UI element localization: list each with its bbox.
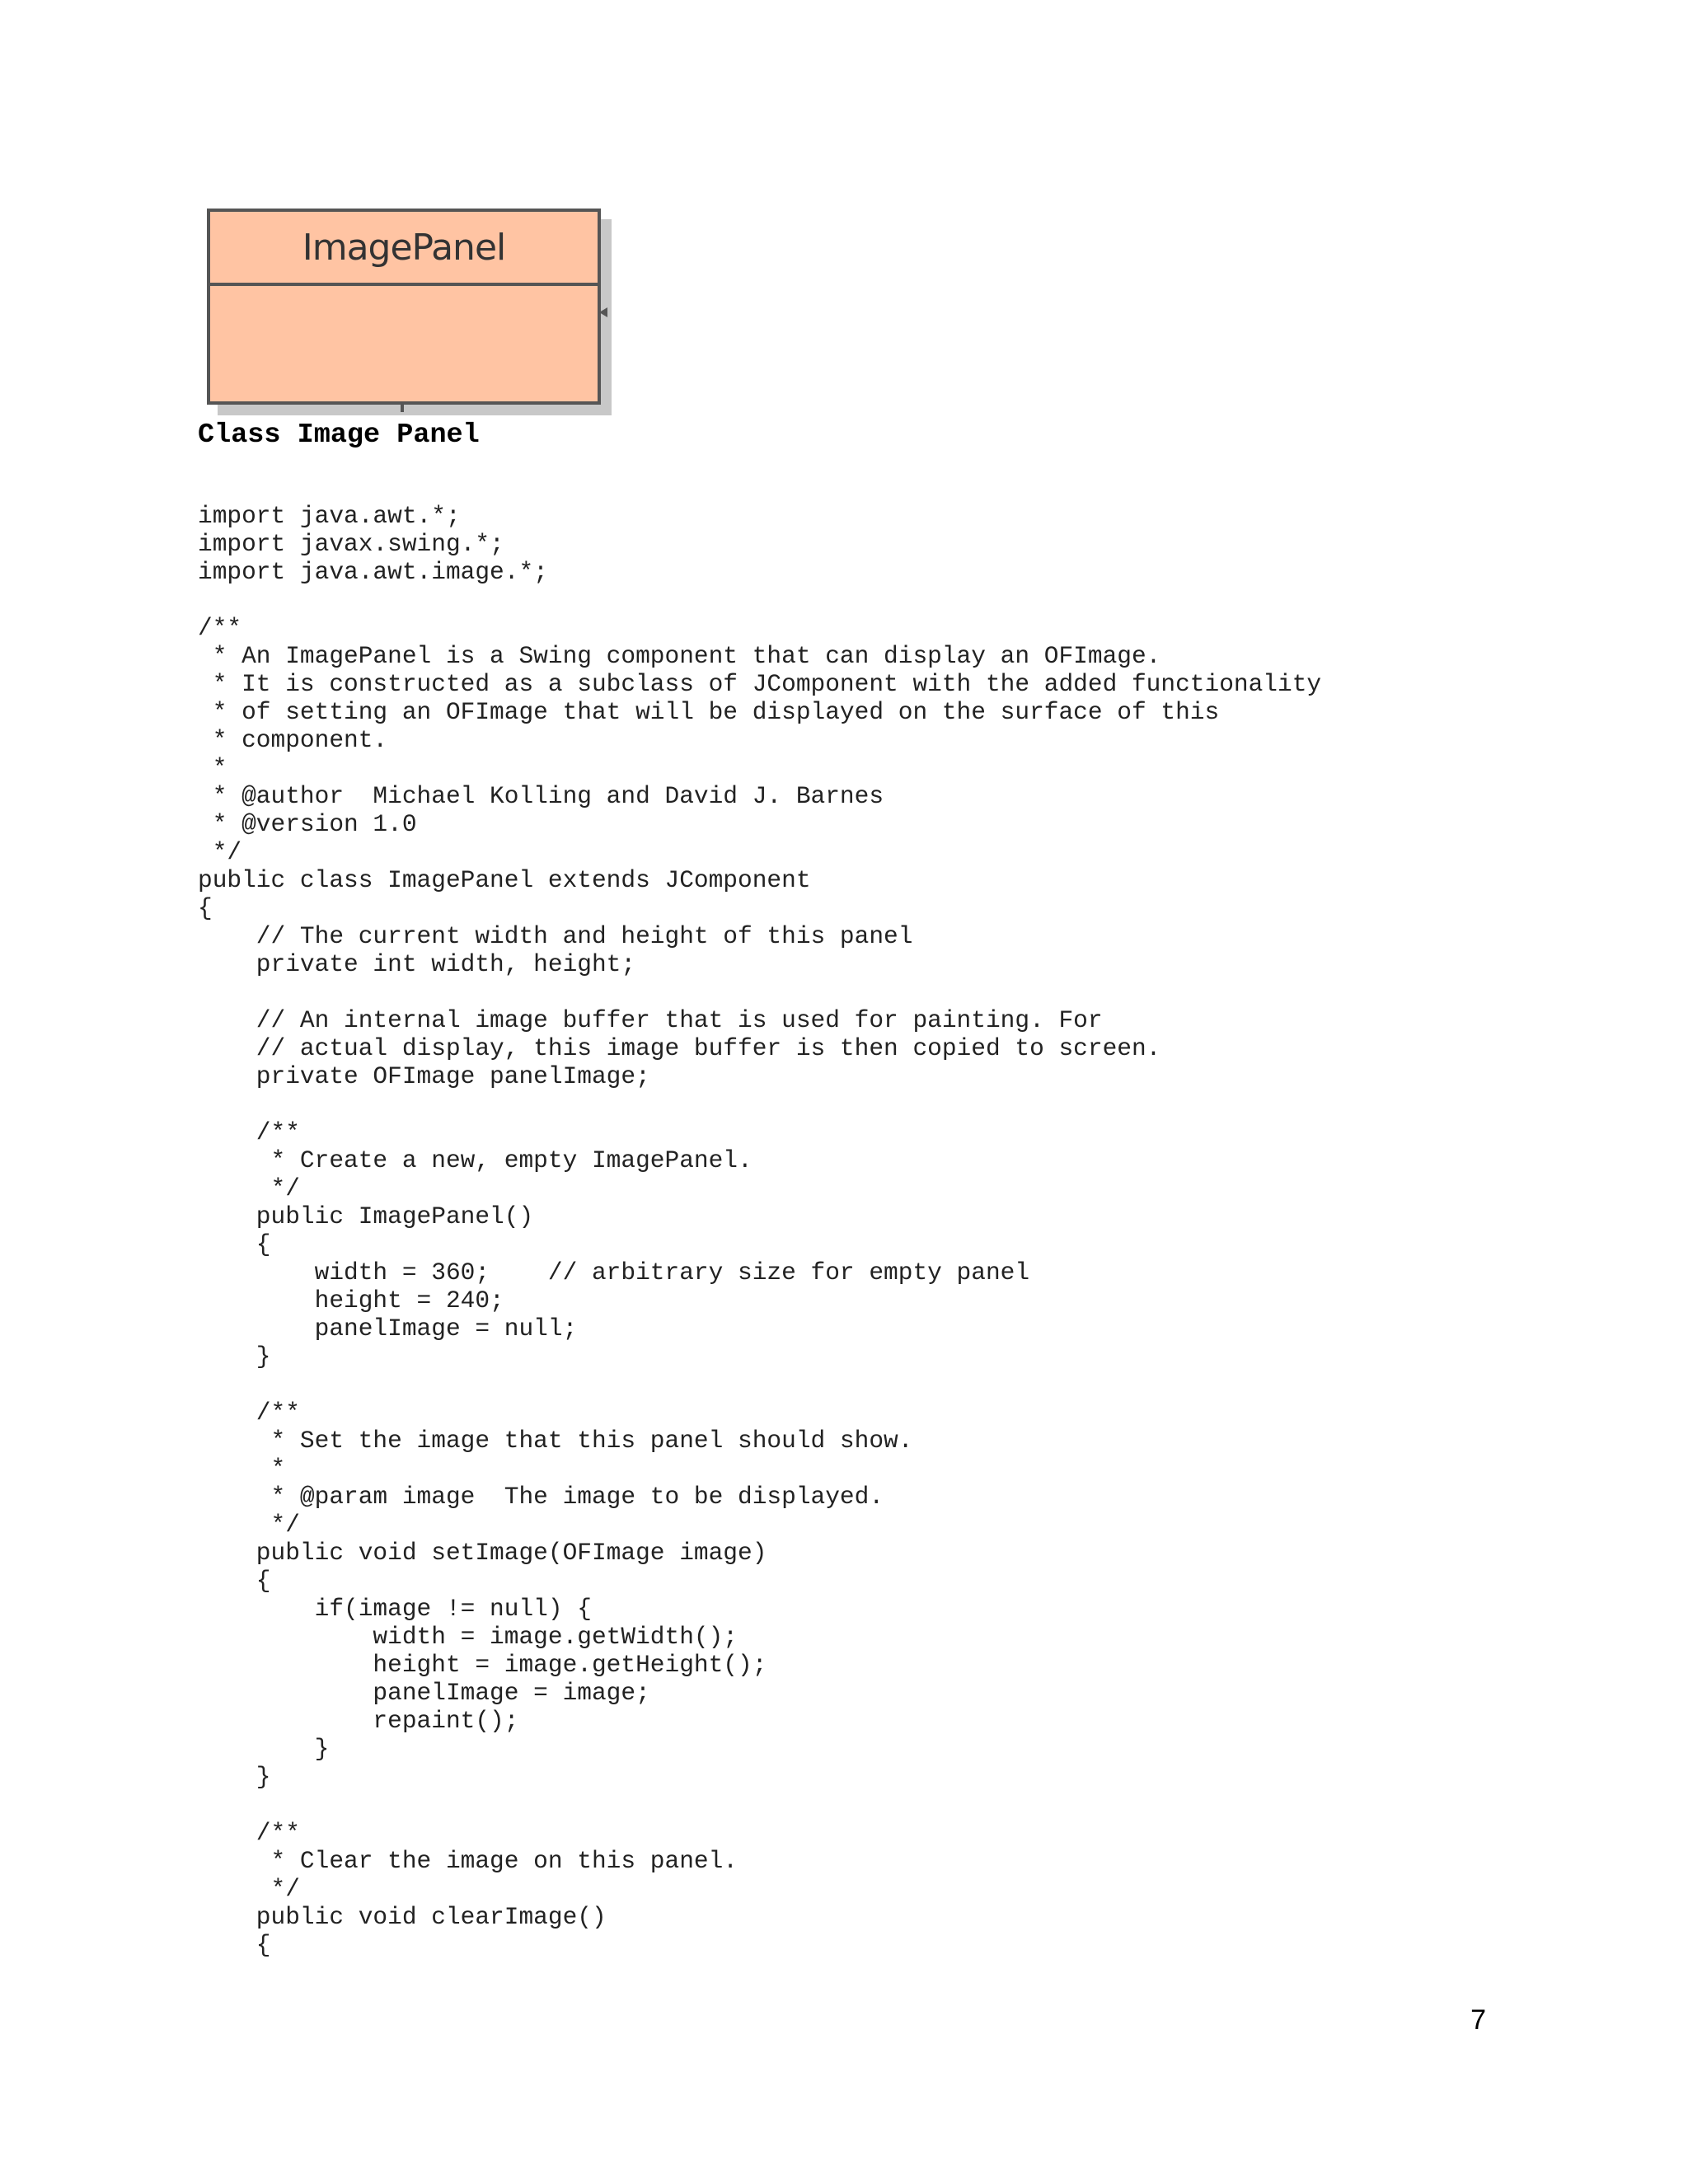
- arrow-head-icon: [599, 307, 607, 317]
- section-heading: Class Image Panel: [198, 419, 480, 451]
- uml-class-name: ImagePanel: [210, 212, 598, 286]
- connector-line: [401, 405, 404, 412]
- code-listing: import java.awt.*; import javax.swing.*; import java.awt.image.*; /** * An ImagePanel is a Swing component that can display an OFImage. * It is constructed as a subclass of JComponent with the added functionality * of setting an OFImage that will be displayed on the surface of this * component. * * @author Michael Kolling and David J. Barnes * @version 1.0 */ public class ImagePanel extends JComponent { // The current width and height of this panel private int width, height; // An internal image buffer that is used for painting. For // actual display, this image buffer is then copied to screen. private OFImage panelImage; /** * Create a new, empty ImagePanel. */ public ImagePanel() { width = 360; // arbitrary size for empty panel height = 240; panelImage = null; } /** * Set the image that this panel should show. * * @param image The image to be displayed. */ public void setImage(OFImage image) { if(image != null) { width = image.getWidth(); height = image.getHeight(); panelImage = image; repaint(); } } /** * Clear the image on this panel. */ public void clearImage() {: [198, 502, 1322, 1959]
- uml-class-box: [207, 209, 601, 405]
- page-number: 7: [1470, 2004, 1486, 2036]
